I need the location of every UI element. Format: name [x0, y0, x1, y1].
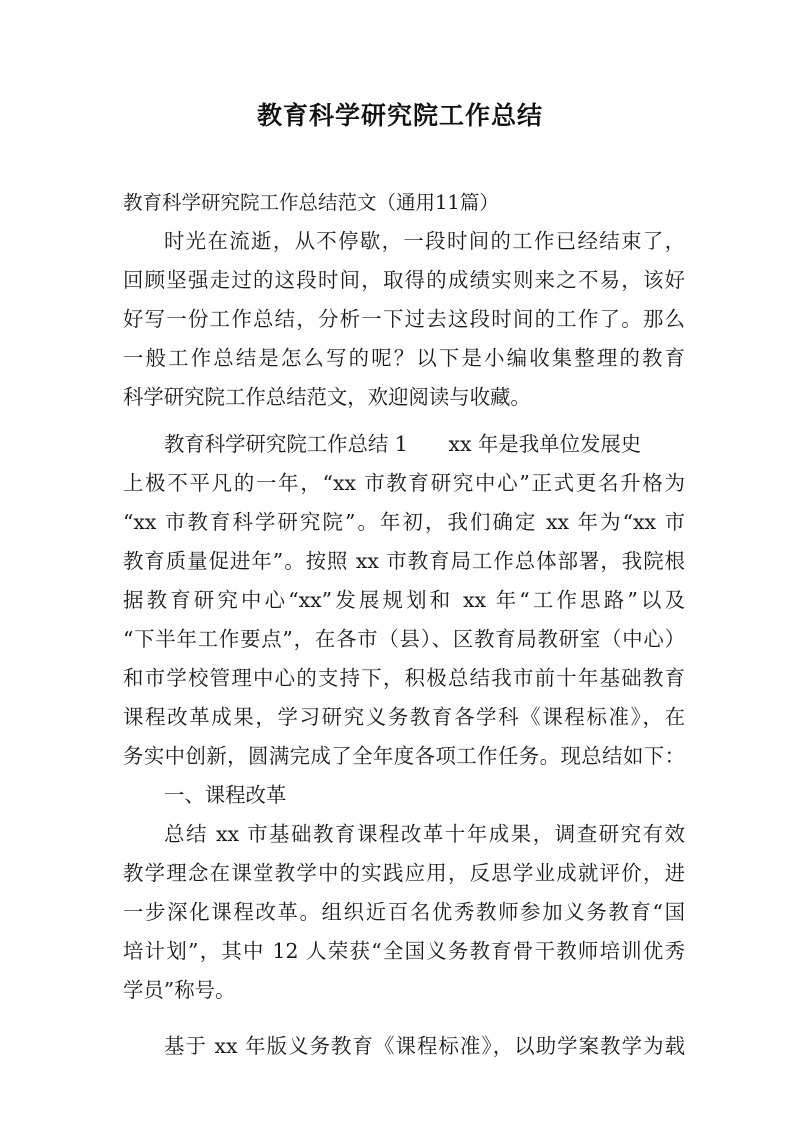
paragraph-line: 上极不平凡的一年，“xx 市教育研究中心”正式更名升格为	[123, 471, 685, 495]
paragraph-gap	[123, 1010, 685, 1027]
paragraph-line: 基于 xx 年版义务教育《课程标准》，以助学案教学为载	[164, 1034, 685, 1058]
document-subtitle: 教育科学研究院工作总结范文（通用11篇）	[123, 191, 499, 214]
paragraph-line: 培计划”，其中 12 人荣获“全国义务教育骨干教师培训优秀	[123, 939, 685, 963]
section1-paragraph	[123, 425, 685, 776]
paragraph-line: 一步深化课程改革。组织近百名优秀教师参加义务教育“国	[123, 900, 685, 924]
paragraph-line: 好写一份工作总结，分析一下过去这段时间的工作了。那么	[123, 307, 685, 331]
paragraph-line: 一般工作总结是怎么写的呢？以下是小编收集整理的教育	[123, 346, 685, 370]
paragraph-line: 总结 xx 市基础教育课程改革十年成果，调查研究有效	[164, 822, 685, 846]
paragraph-line: 科学研究院工作总结范文，欢迎阅读与收藏。	[123, 385, 531, 409]
paragraph-3	[123, 1027, 685, 1066]
paragraph-line: 课程改革成果，学习研究义务教育各学科《课程标准》，在	[123, 705, 685, 729]
paragraph-line: 学员”称号。	[123, 978, 236, 1002]
paragraph-line: 回顾坚强走过的这段时间，取得的成绩实则来之不易，该好	[123, 268, 685, 292]
paragraph-line: 据教育研究中心“xx”发展规划和 xx 年“工作思路”以及	[123, 588, 685, 612]
paragraph-line: “xx 市教育科学研究院”。年初，我们确定 xx 年为“xx 市	[123, 510, 685, 534]
paragraph-2	[123, 815, 685, 1010]
document-body	[123, 184, 685, 1066]
intro-paragraph	[123, 222, 685, 417]
paragraph-line: “下半年工作要点”，在各市（县）、区教育局教研室（中心）	[123, 627, 685, 651]
document-title: 教育科学研究院工作总结	[256, 101, 543, 130]
paragraph-line: 教学理念在课堂教学中的实践应用，反思学业成就评价，进	[123, 861, 685, 885]
paragraph-line: 务实中创新，圆满完成了全年度各项工作任务。现总结如下：	[123, 744, 685, 768]
paragraph-line: 教育质量促进年”。按照 xx 市教育局工作总体部署，我院根	[123, 549, 685, 573]
paragraph-line: 和市学校管理中心的支持下，积极总结我市前十年基础教育	[123, 666, 685, 690]
paragraph-gap	[123, 417, 685, 425]
section-heading: 一、课程改革	[164, 783, 287, 807]
paragraph-line: 教育科学研究院工作总结 1 xx 年是我单位发展史	[164, 432, 642, 456]
paragraph-line: 时光在流逝，从不停歇，一段时间的工作已经结束了，	[164, 229, 685, 253]
